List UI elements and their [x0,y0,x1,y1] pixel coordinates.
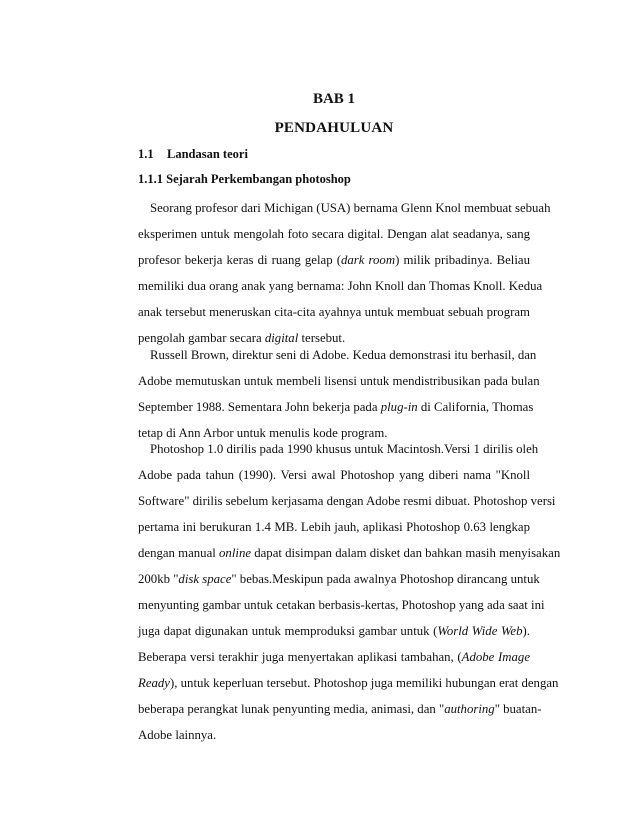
text-run: tetap di Ann Arbor untuk menulis kode program. [138,426,388,440]
text-line [138,195,551,221]
text-line [138,514,530,540]
text-run: dapat disimpan dalam disket dan bahkan masih menyisakan [251,546,561,560]
text-run: beberapa perangkat lunak penyunting media, animasi, dan " [138,702,445,716]
paragraph-photoshop-origin [138,195,551,351]
text-run: ) milik pribadinya. Beliau [395,253,530,267]
text-run: memiliki dua orang anak yang bernama: John Knoll dan Thomas Knoll. Kedua [138,279,543,293]
subsection-heading: 1.1.1 Sejarah Perkembangan photoshop [138,172,351,186]
text-run: " buatan- [494,702,542,716]
text-line [138,644,530,670]
text-run: Adobe lainnya. [138,728,217,742]
text-run: Software" dirilis sebelum kerjasama dengan Adobe resmi dibuat. Photoshop versi [138,494,556,508]
text-line [138,566,540,592]
text-line [138,618,530,644]
italic-term: digital [264,331,299,345]
text-line [138,342,537,368]
paragraph-adobe-license [138,342,540,446]
italic-term: disk space [178,572,232,586]
text-run: tersebut. [298,331,346,345]
text-line [138,273,543,299]
text-run: profesor bekerja keras di ruang gelap ( [138,253,341,267]
text-line [138,221,530,247]
text-run: Beberapa versi terakhir juga menyertakan aplikasi tambahan, ( [138,650,462,664]
text-run: eksperimen untuk mengolah foto secara digital. Dengan alat seadanya, sang [138,227,530,241]
text-line [138,670,559,696]
text-run: September 1988. Sementara John bekerja pada [138,400,381,414]
italic-term: authoring [444,702,495,716]
text-line [138,540,561,566]
text-run: di California, Thomas [417,400,534,414]
text-run: Seorang profesor dari Michigan (USA) bernama Glenn Knol membuat sebuah [150,201,551,215]
chapter-title: PENDAHULUAN [274,120,394,136]
text-run: menyunting gambar untuk cetakan berbasis-kertas, Photoshop yang ada saat ini [138,598,545,612]
text-line [138,368,540,394]
italic-term: Ready [138,676,170,690]
text-line [138,436,539,462]
text-run: ). [522,624,530,638]
text-run: 200kb " [138,572,179,586]
text-line [138,299,530,325]
text-run: ), untuk keperluan tersebut. Photoshop juga memiliki hubungan erat dengan [169,676,559,690]
italic-term: plug-in [380,400,418,414]
italic-term: Adobe Image [461,650,530,664]
section-heading [138,145,248,163]
text-run: Photoshop 1.0 dirilis pada 1990 khusus untuk Macintosh.Versi 1 dirilis oleh [150,442,539,456]
text-line [138,247,530,273]
text-line [138,394,534,420]
italic-term: dark room [340,253,396,267]
section-title: Landasan teori [167,147,248,161]
text-run: Adobe memutuskan untuk membeli lisensi untuk mendistribusikan pada bulan [138,374,540,388]
text-run: dengan manual [138,546,220,560]
text-run: Adobe pada tahun (1990). Versi awal Photoshop yang diberi nama "Knoll [138,468,530,482]
text-line [138,696,542,722]
text-run: pertama ini berukuran 1.4 MB. Lebih jauh, aplikasi Photoshop 0.63 lengkap [138,520,530,534]
italic-term: World Wide Web [437,624,523,638]
text-run: anak tersebut meneruskan cita-cita ayahnya untuk membuat sebuah program [138,305,530,319]
text-line [138,462,530,488]
text-line [138,488,556,514]
paragraph-photoshop-releases [138,436,561,748]
text-run: Russell Brown, direktur seni di Adobe. Kedua demonstrasi itu berhasil, dan [150,348,537,362]
text-line [138,722,530,748]
italic-term: online [219,546,252,560]
text-run: pengolah gambar secara [138,331,265,345]
text-run: " bebas.Meskipun pada awalnya Photoshop dirancang untuk [231,572,540,586]
text-run: juga dapat digunakan untuk memproduksi gambar untuk ( [138,624,438,638]
text-line [138,592,545,618]
chapter-number: BAB 1 [312,91,356,107]
section-number: 1.1 [138,147,154,161]
